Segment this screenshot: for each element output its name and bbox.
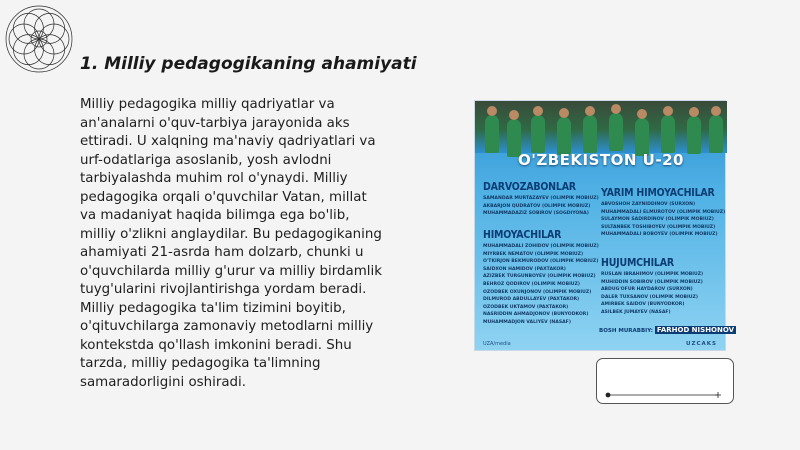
team-photo [475, 101, 727, 153]
player-name: AKBARJON QUDRATOV (OLIMPIK MOBIUZ) [483, 203, 591, 209]
head-coach [599, 326, 736, 334]
body-line: ahamiyati 21-asrda ham dolzarb, chunki u [80, 245, 364, 260]
group-heading: YARIM HIMOYACHILAR [601, 187, 715, 199]
player-name: RUSLAN IBRAHIMOV (OLIMPIK MOBIUZ) [601, 272, 704, 277]
body-line: va madaniyat haqida bilimga ega bo'lib, [80, 208, 350, 223]
player-name: SAIDXON HAMIDOV (PAXTAKOR) [483, 266, 566, 272]
player-name: ABVOSHOH ZAYNIDDINOV (SURXON) [601, 202, 696, 207]
body-line: Milliy pedagogika ta'lim tizimini boyitib, [80, 300, 346, 316]
player-name: SULTANBEK TOSHIBOYEV (OLIMPIK MOBIUZ) [601, 224, 716, 230]
body-line: tuyg'ularini rivojlantirishga yordam beradi. [80, 282, 367, 297]
player-name: AZIZBEK TURGUNBOYEV (OLIMPIK MOBIUZ) [483, 274, 596, 280]
player-name: MUHAMMADJON VALIYEV (NASAF) [483, 319, 571, 325]
coach-name: FARHOD NISHONOV [656, 326, 735, 334]
media-watermark: UZA/media [483, 341, 511, 347]
agency-logo: UZCAKS [686, 341, 717, 347]
geometric-ornament-icon [4, 4, 74, 74]
body-line: kontekstda qo'llash imkonini beradi. Shu [80, 337, 352, 353]
forwards-group [601, 257, 723, 317]
player-name: MUHAMMADALI ZOHIDOV (OLIMPIK MOBIUZ) [483, 244, 599, 249]
player-name: BEHROZ QODIROV (OLIMPIK MOBIUZ) [483, 281, 580, 287]
player-name: ASILBEK JUMAYEV (NASAF) [601, 309, 671, 315]
body-line: urf-odatlariga asoslanib, yosh avlodni [80, 152, 332, 168]
body-line: ettiradi. U xalqning ma'naviy qadriyatlari va [80, 134, 376, 149]
team-roster-image [474, 100, 735, 351]
player-name: SULAYMON SADIRDINOV (OLIMPIK MOBIUZ) [601, 217, 714, 223]
body-paragraph [80, 96, 460, 392]
player-name: DALER TUXSANOV (OLIMPIK MOBIUZ) [601, 294, 698, 300]
player-name: MIYRBEK NEMATOV (OLIMPIK MOBIUZ) [483, 251, 584, 257]
body-line: Milliy pedagogika milliy qadriyatlar va [80, 97, 335, 112]
player-name: AMIRBEK SAIDOV (BUNYODKOR) [601, 302, 685, 308]
body-line: milliy o'zlikni anglaydilar. Bu pedagogikaning [80, 226, 382, 242]
player-name: MUHAMMADAZIZ SOBIROV (SOGDIYONA) [483, 211, 589, 217]
player-name: SAMANDAR MURTAZAYEV (OLIMPIK MOBIUZ) [483, 196, 599, 201]
body-line: tarzda, milliy pedagogika ta'limning [80, 356, 321, 371]
body-line: o'quvchilarda milliy g'urur va milliy birdamlik [80, 263, 382, 279]
group-heading: HIMOYACHILAR [483, 229, 562, 241]
goalkeepers-group [483, 181, 605, 218]
player-name: OZODBEK UKTAMOV (PAXTAKOR) [483, 304, 569, 310]
body-line: samaradorligini oshiradi. [80, 374, 247, 390]
callout-connector-icon [605, 392, 721, 398]
player-name: MUHIDDIN SOBIROV (OLIMPIK MOBIUZ) [601, 279, 703, 285]
group-heading: DARVOZABONLAR [483, 181, 576, 193]
slide-title: 1. Milliy pedagogikaning ahamiyati [80, 54, 417, 74]
body-line: o'qituvchilarga zamonaviy metodlarni milliy [80, 319, 374, 334]
body-line: tarbiyalashda muhim rol o'ynaydi. Milliy [80, 171, 348, 186]
player-name: ABDUG'OFUR HAYDAROV (SURXON) [601, 287, 693, 293]
defenders-group [483, 229, 605, 327]
body-line: an'analarni o'quv-tarbiya jarayonida aks [80, 115, 350, 131]
group-heading: HUJUMCHILAR [601, 257, 674, 269]
player-name: OZODBEK OXUNJONOV (OLIMPIK MOBIUZ) [483, 289, 592, 295]
player-name: DILMUROD ABDULLAYEV (PAXTAKOR) [483, 297, 580, 303]
player-name: MUHAMMADALI BOBOYEV (OLIMPIK MOBIUZ) [601, 232, 718, 238]
player-name: NASRIDDIN AHMADJONOV (BUNYODKOR) [483, 312, 589, 318]
coach-label: BOSH MURABBIY: [599, 328, 653, 334]
midfielders-group [601, 187, 726, 239]
player-name: MUHAMMADALI ELMUROTOV (OLIMPIK MOBIUZ) [601, 209, 726, 215]
poster-title: O'ZBEKISTON U-20 [518, 151, 684, 169]
player-name: O'TKIRJON BEKMURODOV (OLIMPIK MOBIUZ) [483, 259, 599, 265]
body-line: pedagogika orqali o'quvchilar Vatan, millat [80, 189, 367, 205]
